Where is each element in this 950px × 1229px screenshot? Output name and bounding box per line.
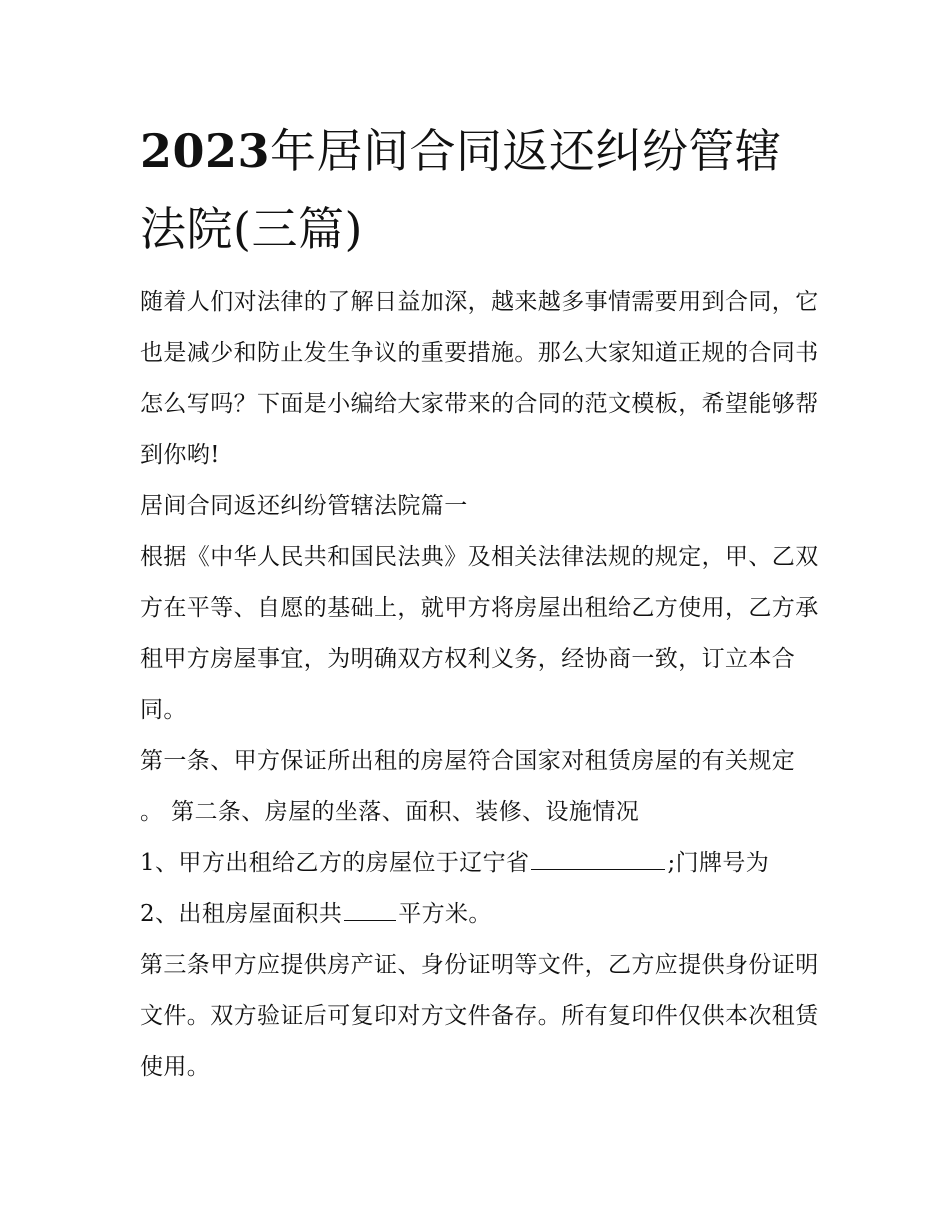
title-year: 2023 <box>140 124 271 178</box>
item-1-prefix: 1、甲方出租给乙方的房屋位于辽宁省 <box>140 850 530 876</box>
address-blank <box>531 847 665 870</box>
article-3-paragraph: 第三条甲方应提供房产证、身份证明等文件，乙方应提供身份证明文件。双方验证后可复印对方文件备存。所有复印件仅供本次租赁使用。 <box>140 952 819 1080</box>
document-body <box>140 277 820 1093</box>
area-blank <box>344 898 396 921</box>
intro-paragraph: 随着人们对法律的了解日益加深，越来越多事情需要用到合同，它也是减少和防止发生争议的重要措施。那么大家知道正规的合同书怎么写吗？下面是小编给大家带来的合同的范文模板，希望能够帮到你哟! <box>140 289 819 468</box>
title-text: 年居间合同返还纠纷管辖法院(三篇) <box>140 124 782 256</box>
item-2-prefix: 2、出租房屋面积共 <box>140 901 343 927</box>
section-heading: 居间合同返还纠纷管辖法院篇一 <box>140 493 468 519</box>
article-1-2-paragraph: 第一条、甲方保证所出租的房屋符合国家对租赁房屋的有关规定 。 第二条、房屋的坐落、面积、装修、设施情况 <box>140 748 796 825</box>
item-1-paragraph <box>140 838 820 889</box>
item-2-paragraph <box>140 889 820 940</box>
preamble-paragraph: 根据《中华人民共和国民法典》及相关法律法规的规定，甲、乙双方在平等、自愿的基础上，就甲方将房屋出租给乙方使用，乙方承租甲方房屋事宜，为明确双方权利义务，经协商一致，订立本合同。 <box>140 544 819 723</box>
item-1-suffix: ;门牌号为 <box>667 850 770 876</box>
document-title <box>140 112 820 268</box>
item-2-suffix: 平方米。 <box>398 901 492 927</box>
